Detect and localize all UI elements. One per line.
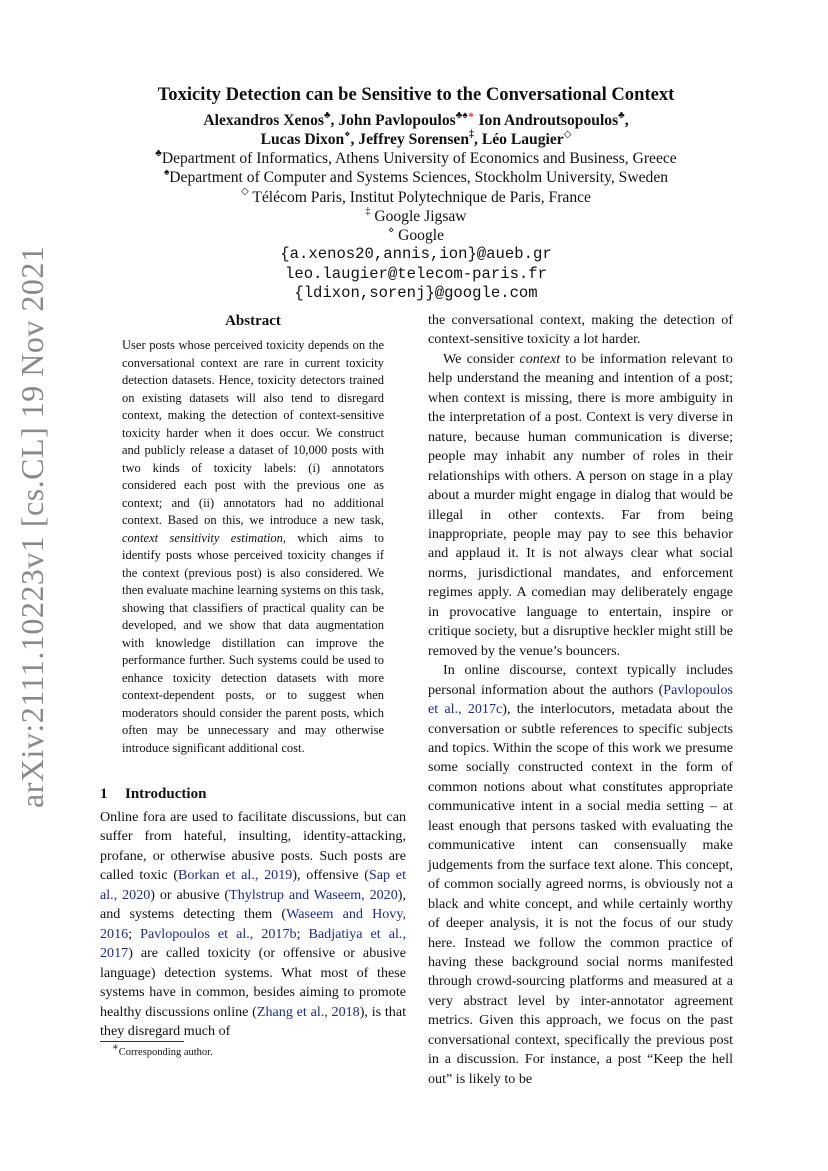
affiliation-line	[100, 149, 732, 168]
citation-link[interactable]: Borkan et al., 2019	[178, 867, 293, 884]
footnote	[112, 1041, 412, 1060]
affiliation-mark: ◇	[241, 186, 249, 198]
intro-left-column	[100, 808, 406, 1041]
author-list	[100, 111, 732, 149]
author-affiliation-mark: ♣	[323, 109, 331, 121]
body-paragraph	[100, 808, 406, 1041]
author-separator: ,	[350, 131, 359, 148]
paper-title: Toxicity Detection can be Sensitive to the Conversational Context	[157, 84, 675, 105]
abstract-text: User posts whose perceived toxicity depends on the conversational context are rare in current toxicity detection datasets. Hence, toxicity detectors trained on existing datasets will also tend to disregard context, making the detection of context-sensitive toxicity harder when it does occur. We construct and publicly release a dataset of 10,000 posts with two kinds of toxicity labels: (i) annotators considered each post with the previous one as context; and (ii) annotators had no additional context. Based on this, we introduce a new task,	[122, 338, 384, 527]
affiliation-text: Department of Computer and Systems Sciences, Stockholm University, Sweden	[169, 169, 669, 187]
affiliation-mark: ⋄	[387, 225, 395, 236]
affiliation-line	[100, 168, 732, 187]
author-affiliation-mark: ♣	[618, 109, 625, 121]
body-text: Online fora are used to facilitate discussions, but can suffer from hateful, insulting, identity-attacking, profane, or otherwise abusive posts. Such posts are called toxic (	[100, 809, 406, 884]
affiliation-text: Department of Informatics, Athens University of Economics and Business, Greece	[161, 150, 677, 167]
footnote-mark: ∗	[112, 1041, 119, 1053]
abstract-heading: Abstract	[225, 313, 281, 329]
author-separator: ,	[474, 131, 482, 148]
body-text: ) are called toxicity (or offensive or abusive language) detection systems. What most of these systems have in common, besides aiming to promote healthy discussions online (	[100, 945, 406, 1020]
body-text: ), and systems detecting them (	[100, 886, 406, 923]
affiliation-line	[100, 188, 732, 207]
email-line: {ldixon,sorenj}@google.com	[294, 284, 538, 303]
citation-link[interactable]: Badjatiya et al., 2017	[100, 925, 406, 962]
citation-link[interactable]: Pavlopoulos et al., 2017c	[428, 681, 733, 718]
citation-link[interactable]: Zhang et al., 2018	[256, 1003, 360, 1020]
affiliation-text: Télécom Paris, Institut Polytechnique de Paris, France	[248, 188, 591, 206]
abstract-emphasis: context sensitivity estimation	[122, 530, 283, 545]
author-affiliation-mark: ⋄	[344, 128, 351, 140]
body-text: ), offensive (	[292, 867, 369, 884]
body-text: ;	[128, 925, 141, 942]
abstract-body	[122, 337, 384, 757]
body-text: ) or abusive (	[150, 886, 230, 903]
intro-right-column	[428, 311, 733, 1089]
citation-link[interactable]: Thylstrup and Waseem, 2020	[229, 886, 398, 903]
author-affiliation-mark: ♣♠	[455, 109, 468, 121]
section-heading	[100, 784, 406, 804]
body-paragraph: the conversational context, making the detection of context-sensitive toxicity a lot harder.	[428, 312, 733, 348]
email-line: leo.laugier@telecom-paris.fr	[284, 264, 548, 283]
author-name: John Pavlopoulos	[338, 112, 456, 129]
body-text: In online discourse, context typically includes personal information about the authors (	[428, 662, 733, 698]
abstract-paragraph	[122, 337, 384, 757]
author-separator: ,	[330, 112, 339, 129]
citation-link[interactable]: Waseem and Hovy, 2016	[100, 906, 406, 942]
body-paragraph	[428, 661, 733, 1089]
body-emphasis: context	[519, 350, 561, 367]
body-text: ), the interlocutors, metadata about the conversation or subtle references to specific subjects and topics. Within the scope of this work we presume some socially constructed context in the form of common notions about what constitutes appropriate communicative intent in a social media setting – at least enough that persons tasked with evaluating the communicative intent can consensually make judgements from the surface text alone. This concept, of common socially agreed norms, is obviously not a black and white concept, and while certainly worthy of deeper analysis, it is not the focus of our study here. Instead we follow the common practice of having these background social norms manifested through crowd-sourcing platforms and measured at a very abstract level by inter-annotator agreement metrics. Given this approach, we focus on the past conversational context, specifically the previous post in a discussion. For instance, a post “Keep the hell out” is likely to be	[428, 701, 733, 1087]
author-name: Lucas Dixon	[260, 131, 345, 148]
arxiv-identifier-stamp: arXiv:2111.10223v1 [cs.CL] 19 Nov 2021	[14, 245, 50, 808]
body-text: to be information relevant to help understand the meaning and intention of a post; when context is missing, there is more ambiguity in the interpretation of a post. Context is very diverse in nature, because human communication is diverse; people may inhabit any number of roles in their relationships with others. A person on stage in a play about a murder might engage in dialog that would be illegal in other contexts. Far from being inappropriate, people may pay to see this behavior and applaud it. It is not always clear what social norms, jurisdictional mandates, and enforcement regimes apply. A comedian may deliberately engage in provocative language to entertain, inspire or critique society, but a disruptive heckler might still be removed by the venue’s bouncers.	[428, 350, 733, 659]
affiliation-line	[100, 207, 732, 226]
citation-link[interactable]: Pavlopoulos et al., 2017b	[140, 925, 297, 942]
affiliation-mark: ‡	[365, 205, 371, 217]
body-paragraph	[428, 350, 733, 661]
body-text: We consider	[443, 350, 520, 367]
citation-link[interactable]: Sap et al., 2020	[100, 867, 406, 903]
footnote-text: Corresponding author.	[118, 1047, 213, 1058]
corresponding-author-link[interactable]: ∗	[467, 109, 475, 121]
abstract-text: , which aims to identify posts whose perceived toxicity changes if the context (previous post) is also considered. We then evaluate machine learning systems on this task, showing that classifiers of practical quality can be developed, and we show that data augmentation with knowledge distillation can improve the performance further. Such systems could be used to enhance toxicity detection datasets with more context-dependent posts, or to suggest when moderators should consider the parent posts, which often may be unnecessary and may otherwise introduce significant additional cost.	[122, 530, 384, 755]
section-title: Introduction	[125, 786, 207, 802]
affiliation-text: Google Jigsaw	[370, 207, 467, 225]
affiliation-line	[100, 226, 732, 245]
body-text: ;	[296, 925, 309, 942]
section-number: 1	[100, 786, 108, 802]
author-name: Jeffrey Sorensen	[358, 131, 470, 148]
email-line: {a.xenos20,annis,ion}@aueb.gr	[280, 245, 552, 264]
affiliation-text: Google	[394, 227, 445, 245]
body-text: ), is that they disregard much of	[100, 1003, 406, 1039]
author-name: Alexandros Xenos	[203, 112, 324, 129]
author-affiliation-mark: ◇	[563, 128, 572, 140]
author-name: Léo Laugier	[481, 131, 564, 148]
affiliation-mark: ♠	[163, 167, 170, 179]
author-name: Ion Androutsopoulos	[478, 112, 619, 129]
affiliation-mark: ♣	[155, 147, 162, 159]
author-affiliation-mark: ‡	[469, 128, 475, 140]
author-separator: ,	[624, 112, 629, 129]
paper-header	[100, 84, 732, 304]
